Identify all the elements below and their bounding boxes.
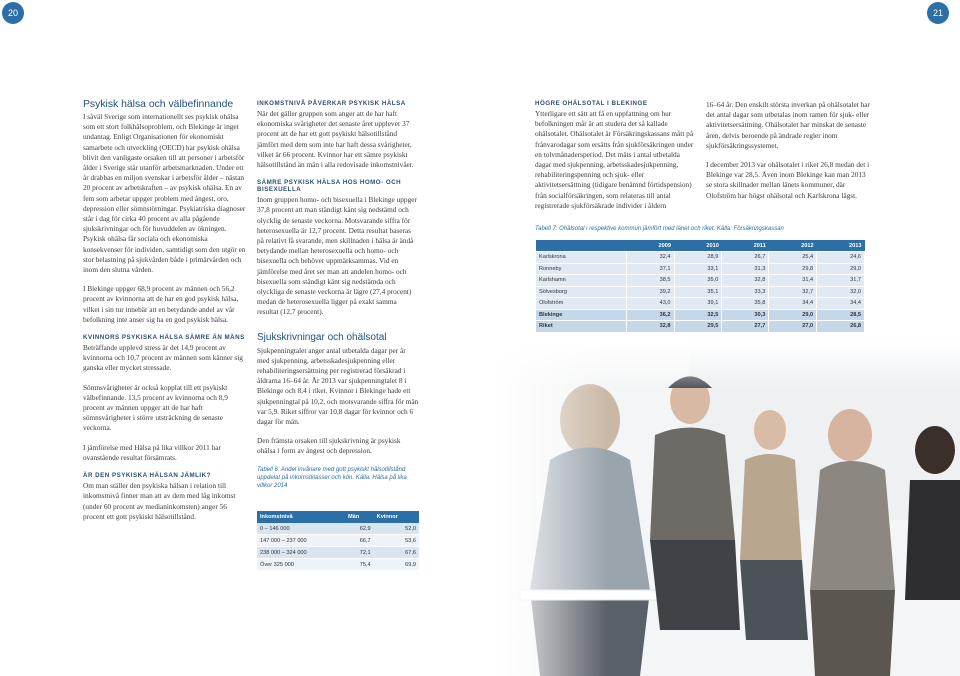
paragraph: I december 2013 var ohälsotalet i riket 26,8 medan det i Blekinge var 28,5. Även inom Blekinge kan man 2013 se stora skillnader mellan länets kommuner, där Olofström har högst ohälsotal och Karlskrona lägst.: [706, 160, 870, 200]
table-cell: 31,4: [769, 275, 817, 287]
paragraph: När det gäller gruppen som anger att de har haft ekonomiska svårigheter det senaste året upplever 37 procent att de har ett gott psykiskt hälsotillstånd jämfört med dem som inte har haft dessa svårigheter, vilket är 66 procent. Kvinnor har ett sämre psykiskt hälsotillstånd än män i alla redovisade inkomstnivåer.: [257, 109, 414, 170]
table-cell: 72,1: [345, 547, 374, 559]
table-cell: 37,1: [626, 263, 674, 275]
table-cell: Karlskrona: [536, 252, 627, 264]
table-cell: 66,7: [345, 535, 374, 547]
table-cell: 29,8: [769, 263, 817, 275]
paragraph: I såväl Sverige som internationellt ses psykisk ohälsa som ett stort folkhälsoproblem, och Blekinge är inget undantag. Enligt Organisationen för ekonomiskt samarbete och utveckling (OECD) har psykisk ohälsa blivit den vanligaste orsaken till att personer i arbetsför ålder i Sverige står utanför arbetsmarknaden. Under ett år drabbas en miljon svenskar i arbetsför ålder – nästan 20 procent av arbetskraften – av psykisk ohälsa. En av fem som arbetar uppger problem med ångest, oro, depression eller sömnstörningar. Psykiatriska diagnoser står i dag för cirka 40 procent av alla pågående sjukskrivningar och för huvuddelen av ökningen. Psykisk ohälsa får sociala och ekonomiska konsekvenser för individen, samtidigt som den utgör en stor belastning på sjukvården både i primärvården och inom den slutna vården.: [83, 112, 246, 275]
table-header: 2011: [722, 240, 769, 252]
table-cell: 29,0: [769, 309, 817, 321]
table-cell: 75,4: [345, 559, 374, 571]
table-7-caption: Tabell 7: Ohälsotal i respektive kommun jämfört med länet och riket. Källa: Försäkringskassan: [535, 226, 784, 232]
table-row: [257, 535, 419, 547]
table-row: [257, 559, 419, 571]
table-cell: 35,0: [674, 275, 722, 287]
table-header: [536, 240, 627, 252]
table-cell: 28,5: [817, 309, 865, 321]
table-row: [536, 275, 865, 287]
group-therapy-photo: [490, 340, 960, 676]
subheading: SÄMRE PSYKISK HÄLSA HOS HOMO- OCH BISEXUELLA: [257, 179, 402, 194]
table-cell: 28,9: [674, 252, 722, 264]
table-cell: 36,2: [626, 309, 674, 321]
table-cell: 34,4: [769, 298, 817, 310]
paragraph: I jämförelse med Hälsa på lika villkor 2011 har ovanstående resultat försämrats.: [83, 442, 221, 462]
column-2: [257, 100, 419, 499]
paragraph: Den främsta orsaken till sjukskrivning är psykisk ohälsa i form av ångest och depression.: [257, 436, 401, 456]
table-cell: 29,5: [674, 321, 722, 333]
table-cell: 52,0: [374, 523, 419, 535]
table-cell: 62,9: [345, 523, 374, 535]
table-cell: Riket: [536, 321, 627, 333]
table-row: [536, 263, 865, 275]
table-cell: 26,7: [722, 252, 769, 264]
table-header: 2009: [626, 240, 674, 252]
table-cell: 32,7: [769, 286, 817, 298]
table-cell: 25,4: [769, 252, 817, 264]
table-cell: 31,3: [722, 263, 769, 275]
table-cell: 147 000 – 237 000: [257, 535, 345, 547]
table-cell: 34,4: [817, 298, 865, 310]
table-cell: 32,5: [674, 309, 722, 321]
column-3: [535, 100, 697, 220]
table-row: [536, 309, 865, 321]
table-cell: 33,3: [722, 286, 769, 298]
table-row: [536, 252, 865, 264]
table-cell: 0 – 146 000: [257, 523, 345, 535]
table-header: 2012: [769, 240, 817, 252]
table-cell: 24,6: [817, 252, 865, 264]
section-title-sick-leave: Sjukskrivningar och ohälsotal: [257, 331, 387, 343]
paragraph: Sjukpenningtalet anger antal utbetalda dagar per år med sjukpenning, arbetsskadesjukpenning eller rehabiliteringsersättning per registrerad försäkrad i åldrarna 16–64 år. År 2013 var sjukpenningtalet 8 i Blekinge och 8,4 i riket. Kvinnor i Blekinge hade ett sjukpenningtal på 10,2, och motsvarande siffra för män var 5,9. Riket siffror var 10,8 dagar för kvinnor och 6 dagar för män.: [257, 345, 419, 427]
table-cell: Sölvesborg: [536, 286, 627, 298]
table-cell: 238 000 – 324 000: [257, 547, 345, 559]
table-header: 2010: [674, 240, 722, 252]
paragraph: Ytterligare ett sätt att få en uppfattning om hur befolkningen mår är att studera det så kallade ohälsotalet. Ohälsotalet är Försäkringskassans mått på frånvarodagar som ersätts från sjukförsäkringen under en tolvmånadersperiod. Det mäts i antal utbetalda dagar med sjukpenning, arbetsskadesjukpenning, rehabiliteringspenning och sjuk- eller aktivitetsersättning (tidigare benämnd förtidspension) från socialförsäkringen, som relateras till antal registrerade sjukförsäkrade individer i åldern: [535, 109, 694, 210]
table-cell: 32,8: [626, 321, 674, 333]
table-cell: Över 325 000: [257, 559, 345, 571]
table-cell: 39,1: [674, 298, 722, 310]
table-row: [257, 523, 419, 535]
table-cell: 32,0: [817, 286, 865, 298]
table-cell: 32,4: [626, 252, 674, 264]
table-header: Kvinnor: [374, 511, 419, 523]
table-header: Inkomstnivå: [257, 511, 345, 523]
table-row: [536, 286, 865, 298]
paragraph: Beträffande upplevd stress är det 14,9 procent av kvinnorna och 10,7 procent av männen som känner sig ganska eller mycket stressade.: [83, 343, 243, 373]
paragraph: Om man ställer den psykiska hälsan i relation till inkomstnivå finner man att av dem med låg inkomst (under 60 procent av medianinkomsten) anger 56 procent ett gott psykiskt hälsotillstånd.: [83, 481, 236, 521]
table-cell: 67,6: [374, 547, 419, 559]
table-row: [536, 298, 865, 310]
subheading: ÄR DEN PSYKISKA HÄLSAN JÄMLIK?: [83, 472, 211, 480]
table-7: [535, 240, 865, 333]
table-cell: 53,6: [374, 535, 419, 547]
table-cell: 39,2: [626, 286, 674, 298]
table-cell: 35,1: [674, 286, 722, 298]
section-title-mental-health: Psykisk hälsa och välbefinnande: [83, 99, 234, 110]
table-cell: 31,7: [817, 275, 865, 287]
page-number-right: 21: [927, 2, 949, 24]
table-cell: Blekinge: [536, 309, 627, 321]
paragraph: 16–64 år. Den enskilt största inverkan på ohälsotalet har det antal dagar som utbetalas inom ramen för sjuk- eller aktivitetsersättning. Ohälsotalet har minskat de senaste åren, delvis beroende på ändrade regler inom sjukförsäkringssystemet.: [706, 100, 870, 150]
subheading: INKOMSTNIVÅ PÅVERKAR PSYKISK HÄLSA: [257, 100, 406, 107]
table-row: [536, 321, 865, 333]
table-6-caption: Tabell 6: Andel invånare med gott psykiskt hälsotillstånd uppdelat på inkomstklasser och kön. Källa: Hälsa på lika villkor 2014: [257, 466, 407, 489]
table-cell: Karlshamn: [536, 275, 627, 287]
table-cell: Olofström: [536, 298, 627, 310]
paragraph: Inom gruppen homo- och bisexuella i Blekinge uppger 37,8 procent att man ständigt känt sig nedstämd och olycklig de senaste veckorna. Motsvarande siffra för heterosexuella är 12,7 procent. Detta resultat baseras på relativt få svarande, men skillnaden i hälsa är ändå betydande mellan heterosexuella och homo- och bisexuella och behöver uppmärksammas. Vid en jämförelse med året ser man att andelen homo- och bisexuella som ständigt känt sig nedstämda och olyckliga de senaste veckorna är lägre (27,4 procent) medan de heterosexuella ligger på exakt samma resultat (12,7 procent).: [257, 195, 417, 317]
subheading: KVINNORS PSYKISKA HÄLSA SÄMRE ÄN MÄNS: [83, 334, 245, 342]
table-header: 2013: [817, 240, 865, 252]
table-cell: 26,8: [817, 321, 865, 333]
table-cell: 27,0: [769, 321, 817, 333]
table-cell: 33,1: [674, 263, 722, 275]
page-number-left: 20: [2, 2, 24, 24]
paragraph: I Blekinge uppger 68,9 procent av männen och 56,2 procent av kvinnorna att de har en god psykisk hälsa, vilket i sin tur innebär att en betydande andel av vår befolkning inte anser sig ha en god psykisk hälsa.: [83, 284, 239, 324]
paragraph: Sömnsvårigheter är också kopplat till ett psykiskt välbefinnande. 13,5 procent av kvinnorna och 8,9 procent av männen uppger att de har haft sömnsvårigheter i större utsträckning de senaste veckorna.: [83, 382, 228, 433]
table-cell: 27,7: [722, 321, 769, 333]
column-4: [706, 100, 870, 210]
table-cell: 30,3: [722, 309, 769, 321]
table-cell: 32,8: [722, 275, 769, 287]
table-cell: 35,8: [722, 298, 769, 310]
table-cell: 43,0: [626, 298, 674, 310]
table-header: Män: [345, 511, 374, 523]
table-cell: Ronneby: [536, 263, 627, 275]
table-cell: 29,0: [817, 263, 865, 275]
table-row: [257, 547, 419, 559]
table-6: [257, 511, 419, 571]
column-1: [83, 99, 246, 531]
subheading: HÖGRE OHÄLSOTAL I BLEKINGE: [535, 100, 648, 107]
table-cell: 69,9: [374, 559, 419, 571]
table-cell: 38,5: [626, 275, 674, 287]
